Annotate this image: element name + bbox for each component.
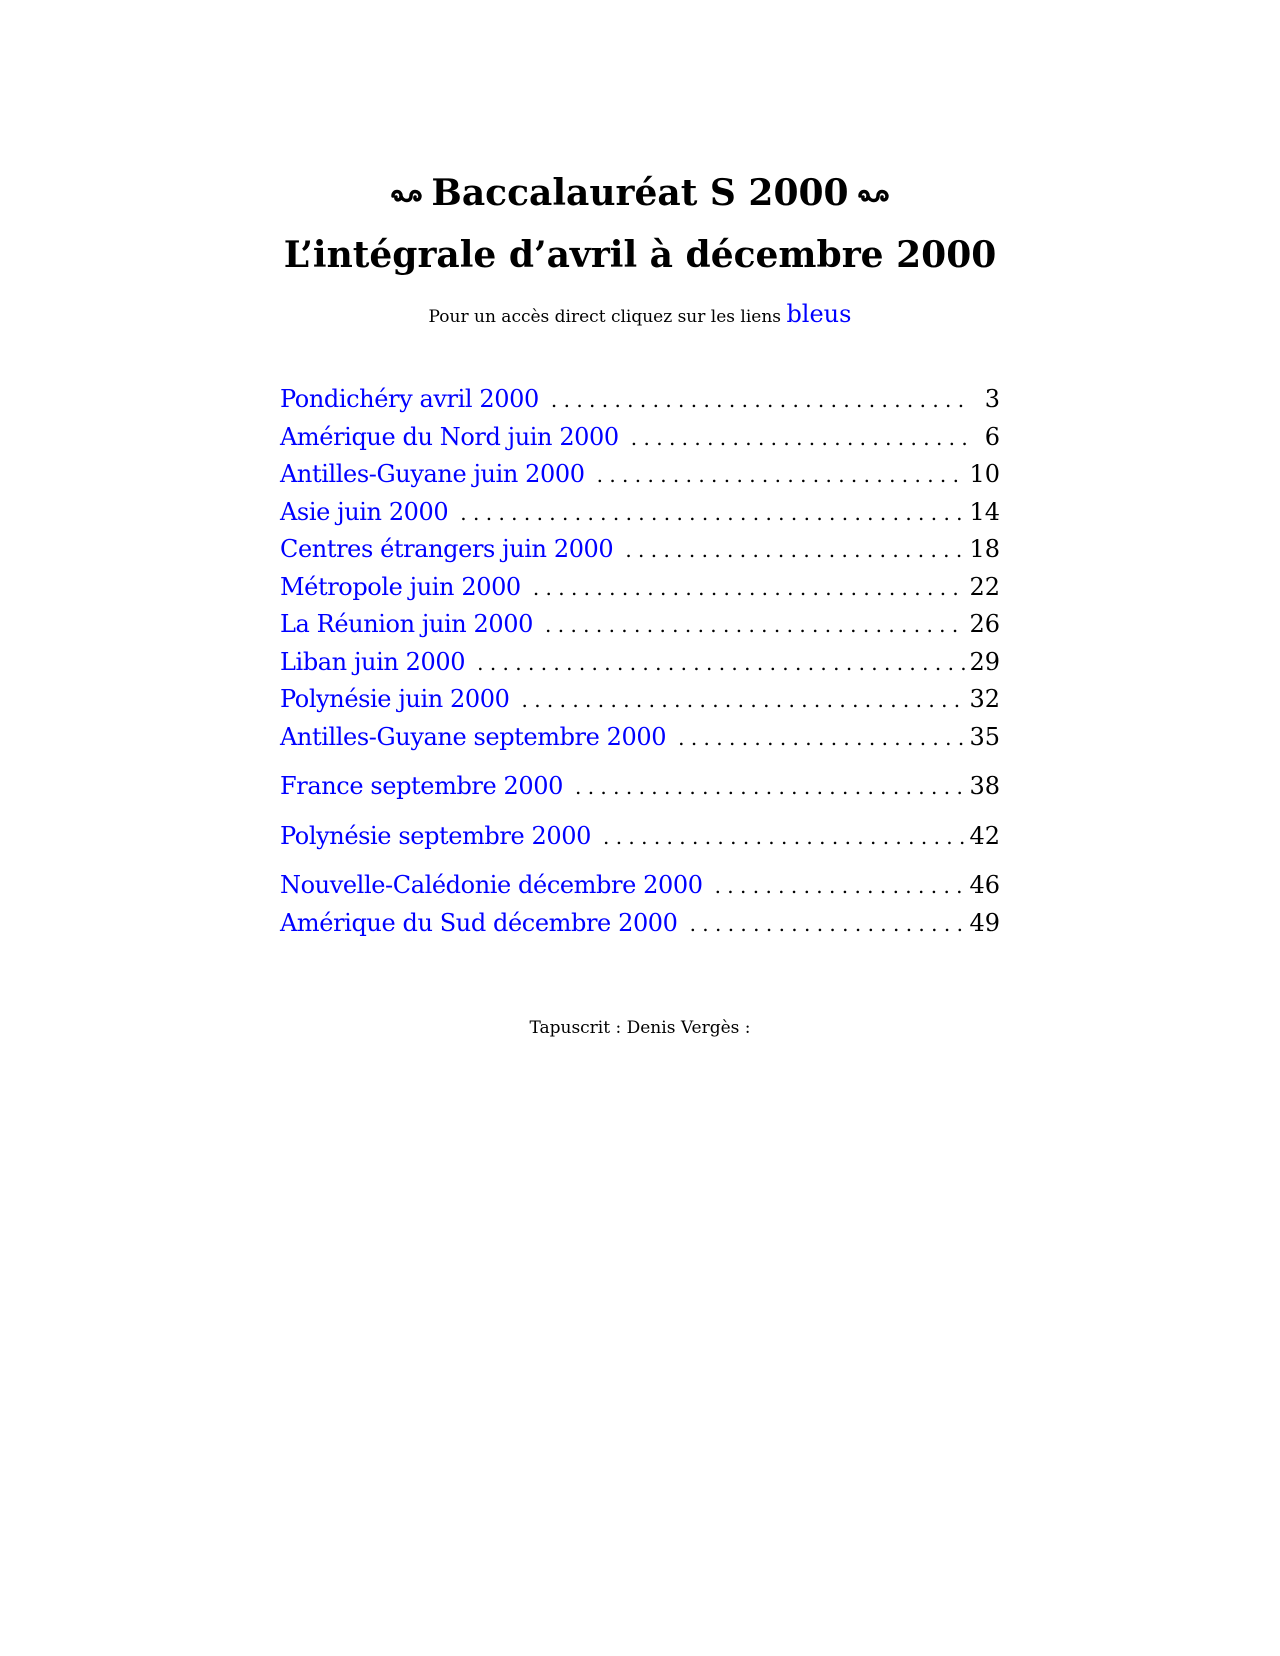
- toc-leader-dots: [631, 426, 968, 450]
- toc-page-number: 46: [969, 871, 1000, 899]
- toc-leader-dots: [690, 912, 966, 936]
- toc-entry: [280, 723, 1000, 761]
- toc-page-number: 32: [969, 685, 1000, 713]
- toc-link[interactable]: Asie juin 2000: [280, 497, 449, 526]
- toc-page-number: 14: [969, 497, 1000, 526]
- toc-link[interactable]: France septembre 2000: [280, 772, 563, 800]
- footer-credit: Tapuscrit : Denis Vergès :: [529, 1018, 751, 1038]
- toc-leader-dots: [678, 726, 965, 750]
- toc-page-number: 26: [969, 610, 1000, 638]
- toc-leader-dots: [597, 463, 966, 487]
- toc-link[interactable]: Amérique du Sud décembre 2000: [280, 908, 678, 937]
- toc-link[interactable]: Métropole juin 2000: [280, 572, 521, 601]
- toc-leader-dots: [477, 651, 965, 675]
- toc-page-number: 49: [969, 908, 1000, 937]
- toc-page-number: 35: [969, 722, 1000, 751]
- intro-text: Pour un accès direct cliquez sur les liens: [428, 307, 782, 327]
- toc-page-number: 18: [969, 535, 1000, 563]
- toc-leader-dots: [460, 501, 965, 525]
- toc-page-number: 29: [969, 647, 1000, 676]
- toc-entry: [280, 772, 1000, 810]
- toc-page-number: 6: [984, 422, 1000, 451]
- toc-page-number: 10: [969, 460, 1000, 488]
- toc-link[interactable]: Centres étrangers juin 2000: [280, 535, 614, 563]
- toc-entry: [280, 610, 1000, 648]
- toc-entry: [280, 498, 1000, 536]
- toc-page-number: 22: [969, 572, 1000, 601]
- toc-link[interactable]: Amérique du Nord juin 2000: [280, 422, 619, 451]
- toc-page-number: 38: [969, 772, 1000, 800]
- toc-leader-dots: [715, 874, 966, 898]
- title-text-1: Baccalauréat S 2000: [431, 172, 849, 214]
- toc-entry: [280, 460, 1000, 498]
- toc-leader-dots: [533, 576, 966, 600]
- intro-blue-word: bleus: [786, 300, 852, 328]
- toc-link[interactable]: Nouvelle-Calédonie décembre 2000: [280, 871, 703, 899]
- toc-link[interactable]: Pondichéry avril 2000: [280, 385, 539, 413]
- document-title: [0, 162, 1280, 286]
- intro-instruction: [0, 300, 1280, 328]
- toc-entry: [280, 648, 1000, 686]
- swash-ornament-right-icon: [855, 186, 891, 206]
- toc-leader-dots: [551, 388, 968, 412]
- toc-entry: [280, 423, 1000, 461]
- title-line-2: L’intégrale d’avril à décembre 2000: [283, 234, 997, 276]
- toc-leader-dots: [603, 825, 965, 849]
- toc-leader-dots: [575, 775, 965, 799]
- toc-entry: [280, 909, 1000, 947]
- toc-page-number: 3: [984, 385, 1000, 413]
- toc-leader-dots: [625, 538, 965, 562]
- toc-link[interactable]: Polynésie juin 2000: [280, 685, 510, 713]
- toc-entry: [280, 573, 1000, 611]
- toc-entry: [280, 385, 1000, 423]
- toc-entry: [280, 685, 1000, 723]
- toc-link[interactable]: Antilles-Guyane juin 2000: [280, 460, 585, 488]
- toc-link[interactable]: La Réunion juin 2000: [280, 610, 534, 638]
- toc-entry: [280, 535, 1000, 573]
- table-of-contents: [280, 385, 1000, 946]
- toc-leader-dots: [521, 688, 965, 712]
- toc-entry: [280, 871, 1000, 909]
- toc-leader-dots: [545, 613, 965, 637]
- toc-link[interactable]: Polynésie septembre 2000: [280, 821, 591, 850]
- toc-page-number: 42: [969, 821, 1000, 850]
- title-line-1: [0, 162, 1280, 224]
- toc-entry: [280, 822, 1000, 860]
- toc-link[interactable]: Antilles-Guyane septembre 2000: [280, 722, 667, 751]
- swash-ornament-left-icon: [389, 186, 425, 206]
- toc-link[interactable]: Liban juin 2000: [280, 647, 466, 676]
